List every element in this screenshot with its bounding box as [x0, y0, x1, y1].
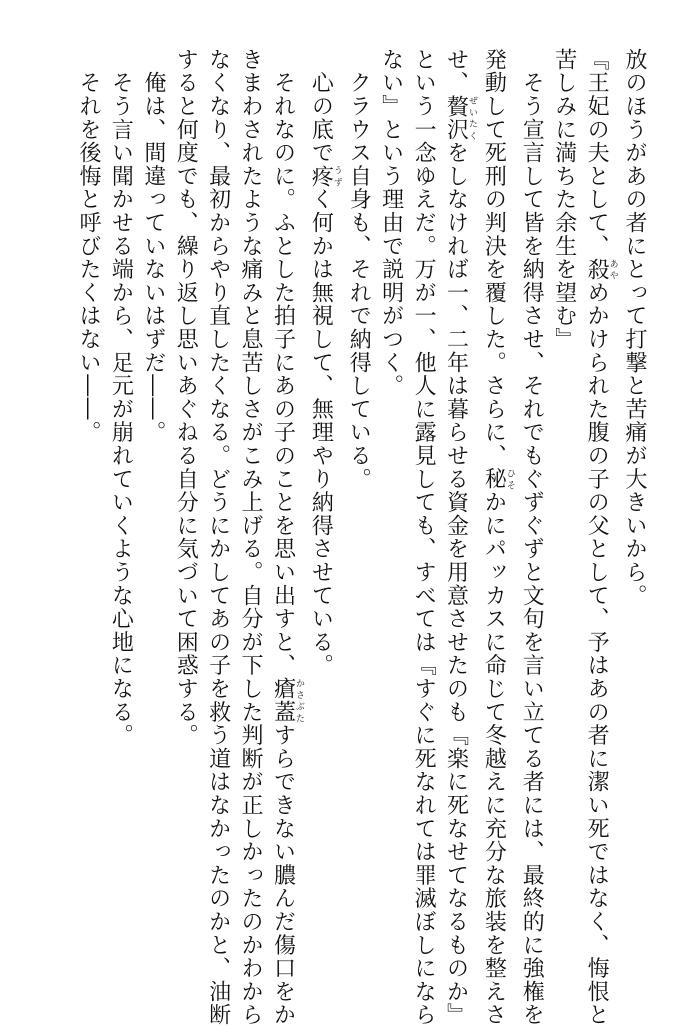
text-line: そう宣言して皆を納得させ、それでもぐずぐずと文句を言い立てる者には、最終的に強権を: [519, 48, 545, 1027]
text-line: という一念ゆえだ。万が一、他人に露見しても、すべては『すぐに死なれては罪滅ぼしになら: [411, 48, 437, 1027]
ruby-annotation: 疼うず: [308, 164, 342, 188]
text-line: 発動して死刑の判決を覆した。さらに、秘ひそかにパッカスに命じて冬越えに充分な旅装を整えさ: [481, 48, 515, 1027]
ruby-annotation: 贅沢ぜいたく: [443, 94, 477, 142]
ruby-annotation: 殺あや: [584, 257, 618, 282]
ruby-annotation: 瘡蓋かさぶた: [270, 677, 304, 724]
vertical-text-block: [72, 48, 650, 1027]
text-line: すると何度でも、繰り返し思いあぐねる自分に気づいて困惑する。: [173, 48, 199, 747]
text-line: それなのに。ふとした拍子にあの子のことを思い出すと、瘡蓋かさぶたすらできない膿んだ傷口をか: [270, 48, 304, 1027]
text-line: 心の底で疼うずく何かは無視して、無理やり納得させている。: [308, 48, 342, 678]
text-line: 『王妃の夫として、殺あやめかけられた腹の子の父として、予はあの者に潔い死ではなく、悔恨と: [584, 48, 618, 1027]
text-line: 苦しみに満ちた余生を望む』: [551, 48, 577, 351]
text-line: きまわされたような痛みと息苦しさがこみ上げる。自分が下した判断が正しかったのかわから: [238, 48, 264, 1027]
text-line: そう言い聞かせる端から、足元が崩れていくような心地になる。: [108, 48, 134, 747]
text-line: せ、贅沢ぜいたくをしなければ一、二年は暮らせる資金を用意させたのも『楽に死なせてなるものか』: [443, 48, 477, 1027]
text-line: それを後悔と呼びたくはない――。: [76, 48, 101, 445]
text-line: ない』という理由で説明がつく。: [378, 48, 404, 398]
text-line: 放のほうがあの者にとって打撃と苦痛が大きいから。: [622, 48, 647, 608]
ruby-annotation: 秘ひそ: [481, 467, 515, 491]
text-line: クラウス自身も、それで納得している。: [346, 48, 372, 491]
text-line: なくなり、最初からやり直したくなる。どうにかしてあの子を救う道はなかったのかと、油断: [205, 48, 231, 1027]
text-line: 俺は、間違っていないはずだ――。: [140, 48, 166, 445]
